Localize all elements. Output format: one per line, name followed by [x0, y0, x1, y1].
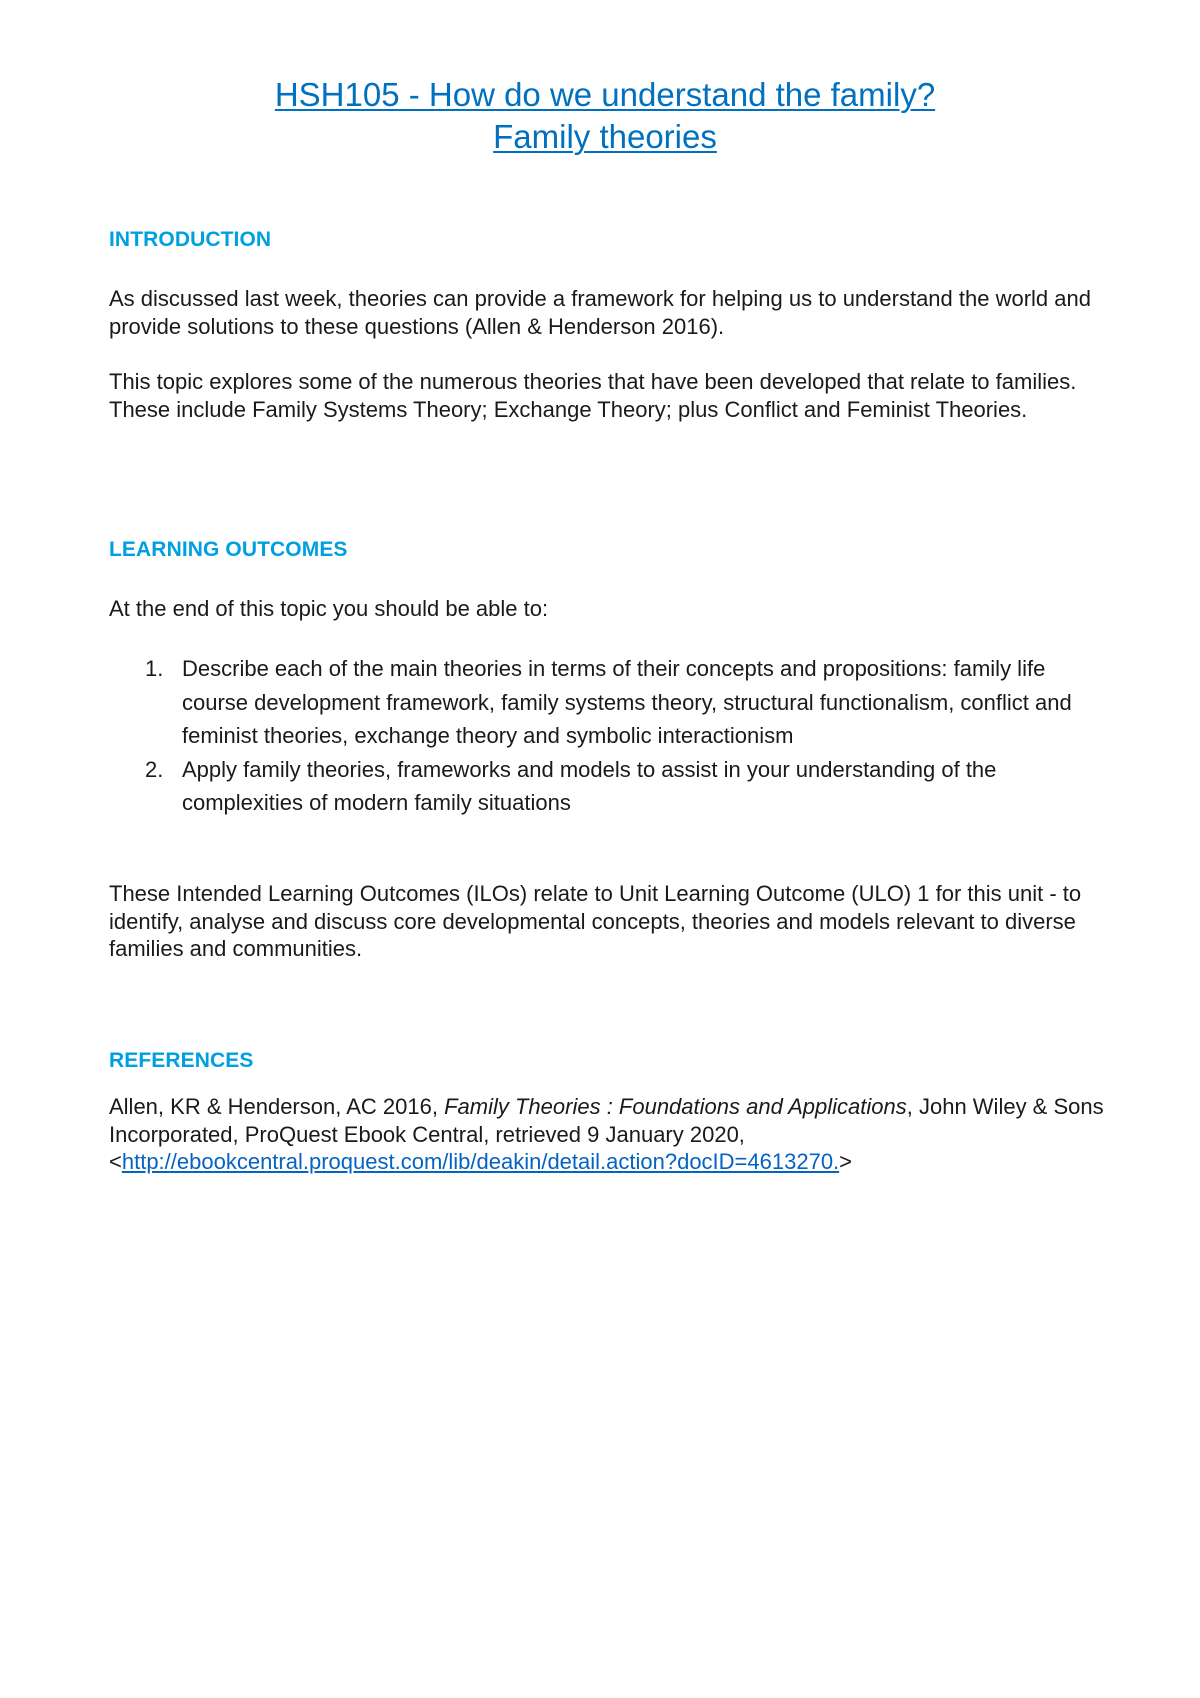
list-item-number: 2. — [145, 756, 164, 782]
reference-link[interactable]: http://ebookcentral.proquest.com/lib/deakin/detail.action?docID=4613270. — [121, 1149, 840, 1174]
references-heading: REFERENCES — [109, 1049, 254, 1072]
list-item-number: 1. — [145, 656, 164, 681]
reference-link-close: > — [839, 1149, 853, 1174]
list-item-text: Apply family theories, frameworks and models to assist in your understanding of the complexities of modern family situations — [182, 756, 997, 815]
reference-publisher: , John Wiley & Sons Incorporated, ProQuest Ebook Central, retrieved 9 January 2020, — [109, 1094, 1104, 1147]
list-item — [109, 753, 1109, 820]
introduction-heading: INTRODUCTION — [109, 228, 272, 251]
learning-outcomes-closing: These Intended Learning Outcomes (ILOs) relate to Unit Learning Outcome (ULO) 1 for this unit - to identify, analyse and discuss core developmental concepts, theories and models relevant to diverse families and communities. — [109, 881, 1082, 961]
document-title — [0, 74, 1200, 158]
reference-book-title: Family Theories : Foundations and Applications — [444, 1094, 907, 1119]
reference-link-open: < — [109, 1149, 122, 1174]
learning-outcomes-list — [109, 652, 1109, 820]
introduction-paragraph-1: As discussed last week, theories can provide a framework for helping us to understand the world and provide solutions to these questions (Allen & Henderson 2016). — [109, 286, 1091, 339]
introduction-paragraph-2: This topic explores some of the numerous theories that have been developed that relate to families. These include Family Systems Theory; Exchange Theory; plus Conflict and Feminist Theories. — [109, 369, 1077, 422]
list-item-text: Describe each of the main theories in terms of their concepts and propositions: family life course development framework, family systems theory, structural functionalism, conflict and feminist theories, exchange theory and symbolic interactionism — [182, 656, 1072, 748]
list-item — [109, 652, 1109, 753]
title-line-2: Family theories — [493, 118, 717, 155]
reference-entry — [109, 1093, 1109, 1176]
learning-outcomes-heading: LEARNING OUTCOMES — [109, 538, 348, 561]
learning-outcomes-intro: At the end of this topic you should be able to: — [109, 596, 549, 621]
title-line-1: HSH105 - How do we understand the family? — [274, 76, 936, 113]
reference-authors: Allen, KR & Henderson, AC 2016, — [109, 1094, 445, 1119]
